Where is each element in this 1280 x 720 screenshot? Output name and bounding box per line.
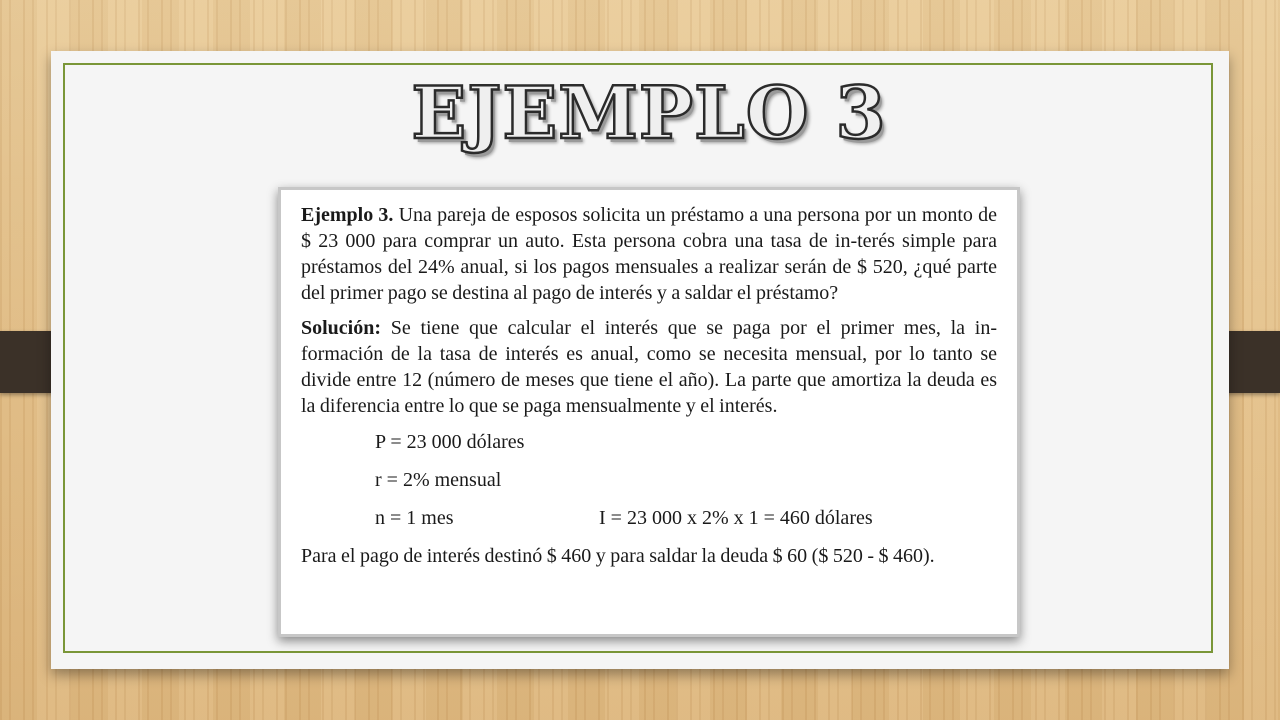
solution-label: Solución:	[301, 317, 382, 339]
rate-value: r = 2% mensual	[375, 469, 502, 491]
calc-line-principal	[375, 429, 997, 467]
conclusion-paragraph: Para el pago de interés destinó $ 460 y para saldar la deuda $ 60 ($ 520 - $ 460).	[301, 545, 935, 567]
problem-paragraph	[301, 202, 997, 306]
solution-text: Se tiene que calcular el interés que se paga por el primer mes, la in-formación de la tasa de interés es anual, como se necesita mensual, por lo tanto se divide entre 12 (número de meses que tiene el año). La parte que amortiza la deuda es la diferencia entre lo que se paga mensualmente y el interés.	[301, 317, 997, 417]
principal-value: P = 23 000 dólares	[375, 431, 525, 453]
problem-text: Una pareja de esposos solicita un préstamo a una persona por un monto de $ 23 000 para comprar un auto. Esta persona cobra una tasa de in-terés simple para préstamos del 24% anual, si los pagos mensuales a realizar serán de $ 520, ¿qué parte del primer pago se destina al pago de interés y a saldar el préstamo?	[301, 204, 997, 304]
periods-value: n = 1 mes	[375, 507, 454, 529]
example-document-image	[278, 187, 1020, 637]
interest-formula: I = 23 000 x 2% x 1 = 460 dólares	[599, 507, 873, 529]
calc-line-rate	[375, 467, 997, 505]
problem-label: Ejemplo 3.	[301, 204, 394, 226]
slide-card	[51, 51, 1229, 669]
slide-title: EJEMPLO 3	[411, 70, 887, 155]
calculation-block	[375, 429, 997, 543]
calc-line-periods	[375, 505, 997, 543]
solution-paragraph	[301, 315, 997, 419]
